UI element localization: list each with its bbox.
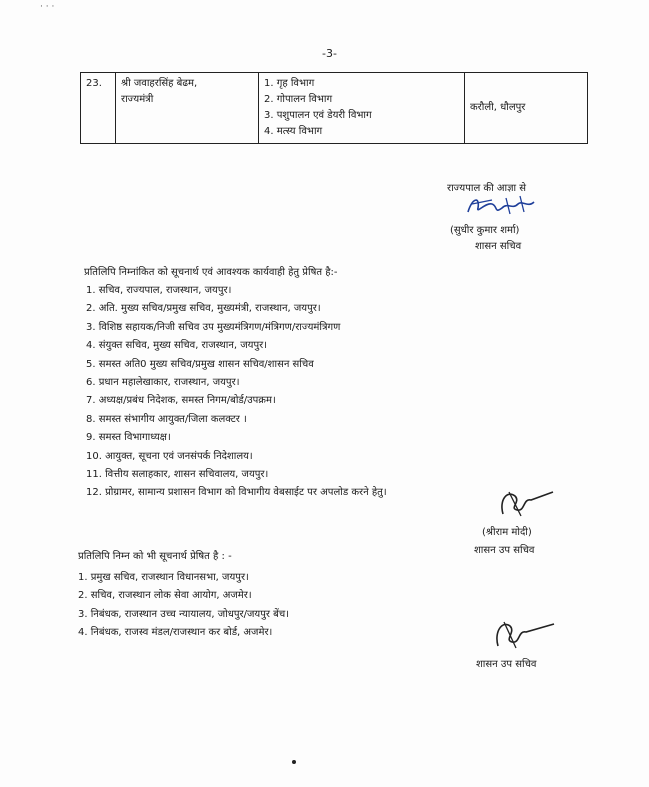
deputy-designation-1: शासन उप सचिव [474, 545, 535, 556]
department-item: 4. मत्स्य विभाग [264, 126, 323, 137]
list-item: 8. समस्त संभागीय आयुक्त/जिला कलक्टर । [86, 413, 247, 425]
secretary-name: (सुधीर कुमार शर्मा) [450, 225, 520, 236]
minister-cell [116, 73, 259, 144]
department-item: 3. पशुपालन एवं डेयरी विभाग [264, 110, 372, 121]
list-item: 5. समस्त अति0 मुख्य सचिव/प्रमुख शासन सचिव/शासन सचिव [86, 358, 314, 370]
secretary-designation: शासन सचिव [475, 241, 522, 252]
deputy-name: (श्रीराम मोदी) [482, 527, 532, 538]
copy-list-1-intro: प्रतिलिपि निम्नांकित को सूचनार्थ एवं आवश्यक कार्यवाही हेतु प्रेषित है:- [84, 267, 338, 278]
list-item: 1. प्रमुख सचिव, राजस्थान विधानसभा, जयपुर। [78, 572, 249, 583]
list-item: 9. समस्त विभागाध्यक्ष। [86, 432, 171, 444]
list-item: 1. सचिव, राज्यपाल, राजस्थान, जयपुर। [86, 285, 232, 296]
copy-list-2-intro: प्रतिलिपि निम्न को भी सूचनार्थ प्रेषित है : - [78, 551, 232, 562]
list-item: 4. निबंधक, राजस्व मंडल/राजस्थान कर बोर्ड, अजमेर। [78, 627, 273, 639]
order-line: राज्यपाल की आज्ञा से [447, 183, 527, 194]
list-item: 10. आयुक्त, सूचना एवं जनसंपर्क निदेशालय। [86, 450, 253, 462]
list-item: 12. प्रोग्रामर, सामान्य प्रशासन विभाग को विभागीय वेबसाईट पर अपलोड करने हेतु। [86, 487, 387, 499]
scan-dot [292, 760, 296, 764]
list-item: 6. प्रधान महालेखाकार, राजस्थान, जयपुर। [86, 377, 240, 389]
list-item: 2. सचिव, राजस्थान लोक सेवा आयोग, अजमेर। [78, 590, 252, 602]
deputy-signature-2 [490, 616, 566, 652]
list-item: 7. अध्यक्ष/प्रबंध निदेशक, समस्त निगम/बोर्ड/उपक्रम। [86, 395, 276, 407]
top-scan-marks: · · · [40, 2, 55, 12]
minister-rank: राज्यमंत्री [121, 94, 154, 105]
serial-cell: 23. [81, 73, 116, 144]
department-item: 2. गोपालन विभाग [264, 94, 333, 105]
departments-cell [259, 73, 465, 144]
table-row [81, 73, 588, 144]
districts-cell: करौली, धौलपुर [465, 73, 588, 144]
list-item: 3. निबंधक, राजस्थान उच्च न्यायालय, जोधपुर/जयपुर बेंच। [78, 608, 290, 620]
list-item: 3. विशिष्ठ सहायक/निजी सचिव उप मुख्यमंत्रिगण/मंत्रिगण/राज्यमंत्रिगण [86, 321, 341, 333]
secretary-signature [462, 192, 542, 220]
page-number: -3- [322, 47, 337, 60]
minister-name: श्री जवाहरसिंह बेढम, [121, 78, 198, 89]
copy-list-2 [78, 569, 289, 643]
department-item: 1. गृह विभाग [264, 78, 315, 89]
list-item: 2. अति. मुख्य सचिव/प्रमुख सचिव, मुख्यमंत्री, राजस्थान, जयपुर। [86, 303, 321, 315]
list-item: 4. संयुक्त सचिव, मुख्य सचिव, राजस्थान, जयपुर। [86, 340, 268, 352]
copy-list-1 [86, 282, 387, 503]
allocation-table [80, 72, 588, 144]
deputy-signature-1 [495, 486, 565, 520]
list-item: 11. वित्तीय सलाहकार, शासन सचिवालय, जयपुर। [86, 469, 269, 481]
deputy-designation-2: शासन उप सचिव [476, 659, 537, 670]
